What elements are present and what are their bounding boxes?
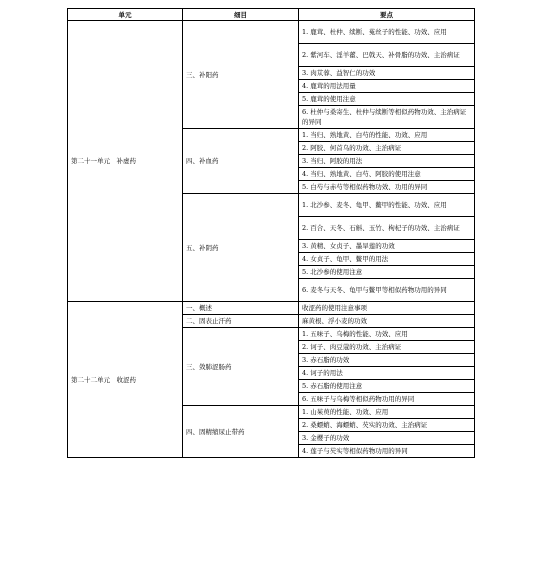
point-cell: 2. 诃子、肉豆蔻的功效、主治病证 bbox=[299, 341, 475, 354]
table-row bbox=[68, 21, 475, 44]
point-cell: 4. 莲子与芡实等相似药物功用的异同 bbox=[299, 445, 475, 458]
table-body bbox=[68, 21, 475, 458]
point-cell: 4. 诃子的用法 bbox=[299, 367, 475, 380]
point-cell: 1. 山茱萸的性能、功效、应用 bbox=[299, 406, 475, 419]
detail-cell: 三、补阳药 bbox=[183, 21, 299, 129]
point-cell: 2. 百合、天冬、石斛、玉竹、枸杞子的功效、主治病证 bbox=[299, 217, 475, 240]
point-cell: 5. 赤石脂的使用注意 bbox=[299, 380, 475, 393]
point-cell: 收涩药的使用注意事项 bbox=[299, 302, 475, 315]
point-cell: 2. 紫河车、淫羊藿、巴戟天、补骨脂的功效、主治病证 bbox=[299, 44, 475, 67]
detail-cell: 二、固表止汗药 bbox=[183, 315, 299, 328]
point-cell: 3. 黄精、女贞子、墨旱莲的功效 bbox=[299, 240, 475, 253]
detail-cell: 三、敛肺涩肠药 bbox=[183, 328, 299, 406]
header-point: 要点 bbox=[299, 9, 475, 21]
header-unit: 单元 bbox=[68, 9, 183, 21]
point-cell: 2. 桑螵蛸、海螵蛸、芡实的功效、主治病证 bbox=[299, 419, 475, 432]
point-cell: 6. 杜仲与桑寄生、杜仲与续断等相似药物功效、主治病证的异同 bbox=[299, 106, 475, 129]
point-cell: 6. 五味子与乌梅等相似药物功用的异同 bbox=[299, 393, 475, 406]
unit-cell: 第二十二单元 收涩药 bbox=[68, 302, 183, 458]
point-cell: 2. 阿胶、何首乌的功效、主治病证 bbox=[299, 142, 475, 155]
syllabus-table bbox=[67, 8, 475, 458]
point-cell: 麻黄根、浮小麦的功效 bbox=[299, 315, 475, 328]
detail-cell: 四、固精缩尿止带药 bbox=[183, 406, 299, 458]
point-cell: 1. 五味子、乌梅的性能、功效、应用 bbox=[299, 328, 475, 341]
point-cell: 3. 金樱子的功效 bbox=[299, 432, 475, 445]
point-cell: 3. 肉苁蓉、益智仁的功效 bbox=[299, 67, 475, 80]
detail-cell: 四、补血药 bbox=[183, 129, 299, 194]
point-cell: 6. 麦冬与天冬、龟甲与鳖甲等相似药物功用的异同 bbox=[299, 279, 475, 302]
point-cell: 4. 女贞子、龟甲、鳖甲的用法 bbox=[299, 253, 475, 266]
point-cell: 1. 当归、熟地黄、白芍的性能、功效、应用 bbox=[299, 129, 475, 142]
detail-cell: 五、补阴药 bbox=[183, 194, 299, 302]
unit-cell: 第二十一单元 补虚药 bbox=[68, 21, 183, 302]
table-row bbox=[68, 302, 475, 315]
point-cell: 3. 赤石脂的功效 bbox=[299, 354, 475, 367]
point-cell: 1. 北沙参、麦冬、龟甲、鳖甲的性能、功效、应用 bbox=[299, 194, 475, 217]
detail-cell: 一、概述 bbox=[183, 302, 299, 315]
point-cell: 5. 鹿茸的使用注意 bbox=[299, 93, 475, 106]
header-detail: 细目 bbox=[183, 9, 299, 21]
point-cell: 5. 白芍与赤芍等相似药物功效、功用的异同 bbox=[299, 181, 475, 194]
point-cell: 1. 鹿茸、杜仲、续断、菟丝子的性能、功效、应用 bbox=[299, 21, 475, 44]
header-row bbox=[68, 9, 475, 21]
point-cell: 3. 当归、阿胶的用法 bbox=[299, 155, 475, 168]
point-cell: 5. 北沙参的使用注意 bbox=[299, 266, 475, 279]
point-cell: 4. 当归、熟地黄、白芍、阿胶的使用注意 bbox=[299, 168, 475, 181]
point-cell: 4. 鹿茸的用法用量 bbox=[299, 80, 475, 93]
